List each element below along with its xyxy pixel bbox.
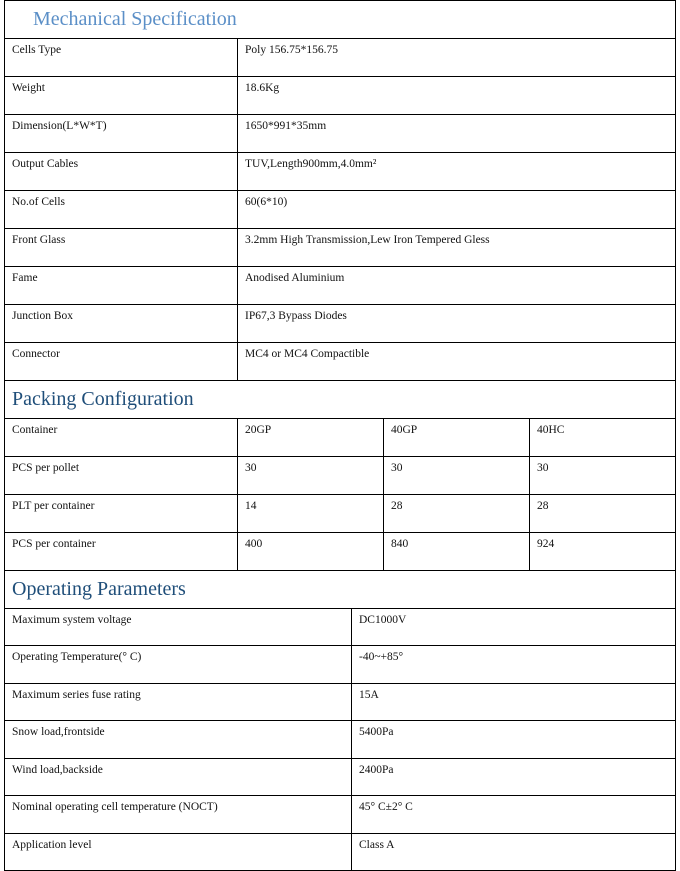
table-row — [5, 191, 676, 229]
row-label: Container — [5, 419, 238, 457]
row-label: Output Cables — [5, 153, 238, 191]
table-row — [5, 153, 676, 191]
table-row — [5, 533, 676, 571]
row-value: 45° C±2° C — [352, 796, 676, 834]
row-label: Dimension(L*W*T) — [5, 115, 238, 153]
row-label: Nominal operating cell temperature (NOCT) — [5, 796, 352, 834]
row-value: 28 — [530, 495, 676, 533]
table-row — [5, 457, 676, 495]
row-label: No.of Cells — [5, 191, 238, 229]
operating-params-table — [4, 570, 676, 871]
row-label: Fame — [5, 267, 238, 305]
row-value: 15A — [352, 683, 676, 721]
row-label: Connector — [5, 343, 238, 381]
row-value: 60(6*10) — [238, 191, 676, 229]
row-value: 40HC — [530, 419, 676, 457]
row-label: Application level — [5, 833, 352, 871]
row-value: 30 — [238, 457, 384, 495]
row-value: -40~+85° — [352, 646, 676, 684]
section-title: Operating Parameters — [5, 571, 676, 609]
row-value: 14 — [238, 495, 384, 533]
row-label: Operating Temperature(° C) — [5, 646, 352, 684]
row-value: 20GP — [238, 419, 384, 457]
row-value: 2400Pa — [352, 758, 676, 796]
section-title: Packing Configuration — [5, 381, 676, 419]
row-value: Class A — [352, 833, 676, 871]
packing-config-table — [4, 380, 676, 571]
table-row — [5, 305, 676, 343]
row-label: PCS per container — [5, 533, 238, 571]
row-value: MC4 or MC4 Compactible — [238, 343, 676, 381]
row-value: 30 — [530, 457, 676, 495]
row-label: Weight — [5, 77, 238, 115]
row-value: 400 — [238, 533, 384, 571]
row-value: 40GP — [384, 419, 530, 457]
table-row — [5, 115, 676, 153]
section-title: Mechanical Specification — [5, 1, 676, 39]
row-value: 1650*991*35mm — [238, 115, 676, 153]
table-row — [5, 721, 676, 759]
row-value: 5400Pa — [352, 721, 676, 759]
row-label: Maximum system voltage — [5, 608, 352, 646]
row-value: IP67,3 Bypass Diodes — [238, 305, 676, 343]
table-row — [5, 229, 676, 267]
table-row — [5, 77, 676, 115]
row-value: 28 — [384, 495, 530, 533]
table-row — [5, 683, 676, 721]
row-label: Maximum series fuse rating — [5, 683, 352, 721]
table-row — [5, 608, 676, 646]
row-label: Cells Type — [5, 39, 238, 77]
row-value: 18.6Kg — [238, 77, 676, 115]
table-row — [5, 495, 676, 533]
row-label: Front Glass — [5, 229, 238, 267]
table-row — [5, 646, 676, 684]
row-value: Poly 156.75*156.75 — [238, 39, 676, 77]
mechanical-spec-table — [4, 0, 676, 381]
row-value: 30 — [384, 457, 530, 495]
row-value: 924 — [530, 533, 676, 571]
row-value: TUV,Length900mm,4.0mm² — [238, 153, 676, 191]
table-row — [5, 833, 676, 871]
row-value: 840 — [384, 533, 530, 571]
table-row — [5, 796, 676, 834]
table-row — [5, 758, 676, 796]
row-label: PCS per pollet — [5, 457, 238, 495]
table-row — [5, 343, 676, 381]
table-row — [5, 39, 676, 77]
table-row — [5, 267, 676, 305]
row-label: Junction Box — [5, 305, 238, 343]
row-value: Anodised Aluminium — [238, 267, 676, 305]
row-value: 3.2mm High Transmission,Lew Iron Tempered Gless — [238, 229, 676, 267]
table-row — [5, 419, 676, 457]
row-value: DC1000V — [352, 608, 676, 646]
row-label: Wind load,backside — [5, 758, 352, 796]
row-label: Snow load,frontside — [5, 721, 352, 759]
row-label: PLT per container — [5, 495, 238, 533]
